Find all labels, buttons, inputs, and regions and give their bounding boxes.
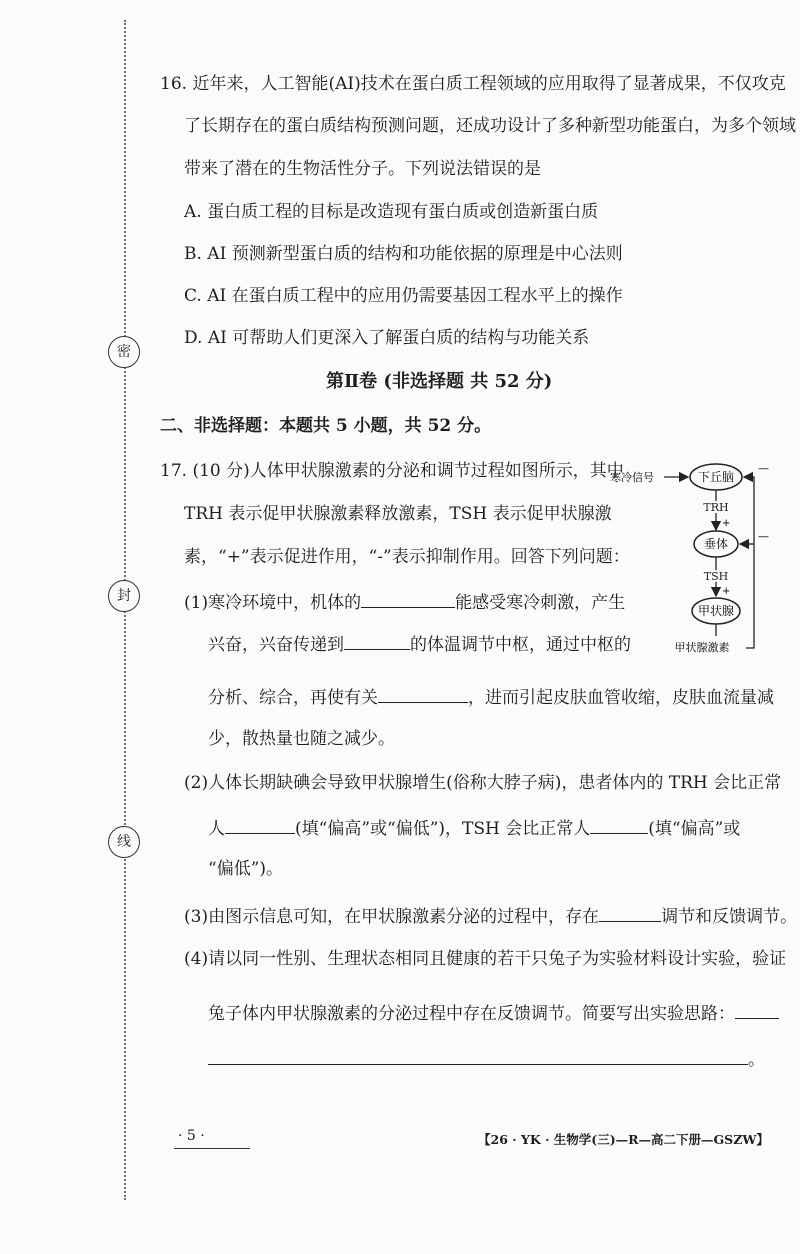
q17-part4-line-1: (4)请以同一性别、生理状态相同且健康的若干只兔子为实验材料设计实验，验证: [184, 949, 787, 969]
q17-part2-text-b: 人: [208, 819, 225, 839]
q17-part1-line-2: [208, 631, 631, 657]
trh-label: TRH: [703, 501, 729, 514]
q16-option-d: D. AI 可帮助人们更深入了解蛋白质的结构与功能关系: [184, 328, 590, 348]
q17-part4-end: 。: [748, 1050, 765, 1070]
q17-intro-3: 素，“+”表示促进作用，“-”表示抑制作用。回答下列问题：: [184, 547, 630, 567]
q16-line-2: 了长期存在的蛋白质结构预测问题，还成功设计了多种新型功能蛋白，为多个领域: [184, 116, 796, 136]
q17-part1-text-f: ，进而引起皮肤血管收缩，皮肤血流量减: [468, 688, 774, 708]
feedback-minus-1: —: [758, 462, 769, 475]
q17-part4-line-3: [208, 1046, 765, 1072]
q17-part1-text-e: 分析、综合，再使有关: [208, 688, 378, 708]
q16-option-c: C. AI 在蛋白质工程中的应用仍需要基因工程水平上的操作: [184, 286, 623, 306]
thyroid-regulation-diagram: [606, 456, 769, 666]
answer-blank-trh[interactable]: [225, 815, 295, 834]
q17-part1-text-d: 的体温调节中枢，通过中枢的: [410, 635, 631, 655]
q17-part2-line-1: (2)人体长期缺碘会导致甲状腺增生(俗称大脖子病)，患者体内的 TRH 会比正常: [184, 773, 782, 793]
q17-part1-line-3: [208, 684, 774, 710]
section-heading: 二、非选择题：本题共 5 小题，共 52 分。: [160, 416, 492, 436]
answer-blank-regulation[interactable]: [599, 903, 661, 922]
hormone-label: 甲状腺激素: [674, 641, 730, 654]
q17-part3-text-a: (3)由图示信息可知，在甲状腺激素分泌的过程中，存在: [184, 907, 600, 927]
answer-blank-tsh[interactable]: [590, 815, 648, 834]
answer-blank-center[interactable]: [344, 631, 410, 650]
q17-part1-text-a: (1)寒冷环境中，机体的: [184, 593, 362, 613]
trh-plus-label: +: [722, 518, 731, 529]
answer-blank-design-start[interactable]: [735, 1000, 779, 1019]
answer-blank-receptor[interactable]: [361, 589, 455, 608]
q17-part4-text-b: 兔子体内甲状腺激素的分泌过程中存在反馈调节。简要写出实验思路：: [208, 1004, 735, 1024]
tsh-label: TSH: [703, 570, 729, 583]
seal-mark-xian: 线: [108, 826, 140, 858]
thyroid-label: 甲状腺: [697, 604, 735, 618]
q17-part2-text-c: (填“偏高”或“偏低”)，TSH 会比正常人: [295, 819, 591, 839]
q17-part2-line-3: “偏低”)。: [208, 859, 284, 879]
q17-part1-text-c: 兴奋，兴奋传递到: [208, 635, 344, 655]
q17-part3-text-b: 调节和反馈调节。: [661, 907, 798, 927]
q16-line-3: 带来了潜在的生物活性分子。下列说法错误的是: [184, 159, 541, 179]
q16-line-1: 16. 近年来，人工智能(AI)技术在蛋白质工程领域的应用取得了显著成果，不仅攻克: [160, 74, 786, 94]
feedback-minus-2: —: [758, 530, 769, 543]
q17-part1-line-1: [184, 589, 625, 615]
page-number: · 5 ·: [178, 1128, 205, 1144]
q16-option-b: B. AI 预测新型蛋白质的结构和功能依据的原理是中心法则: [184, 244, 623, 264]
seal-mark-feng: 封: [108, 580, 140, 612]
q17-part2-text-d: (填“偏高”或: [648, 819, 741, 839]
q16-option-a: A. 蛋白质工程的目标是改造现有蛋白质或创造新蛋白质: [184, 202, 599, 222]
diagram-stimulus-label: 寒冷信号: [610, 472, 654, 484]
answer-blank-design-line[interactable]: [208, 1046, 748, 1065]
hypothalamus-label: 下丘脑: [697, 470, 735, 484]
q17-part2-line-2: [208, 815, 740, 841]
q17-part1-line-4: 少，散热量也随之减少。: [208, 729, 395, 749]
footer-code: 【26 · YK · 生物学(三)—R—高二下册—GSZW】: [478, 1132, 769, 1147]
part2-title: 第Ⅱ卷 (非选择题 共 52 分): [326, 371, 553, 392]
q17-part4-line-2: [208, 1000, 779, 1026]
feedback-line-hypothalamus: [744, 477, 754, 648]
answer-blank-effector[interactable]: [378, 684, 468, 703]
q17-intro-2: TRH 表示促甲状腺激素释放激素，TSH 表示促甲状腺激: [184, 504, 612, 524]
page-number-underline: [174, 1148, 250, 1149]
seal-mark-mi: 密: [108, 336, 140, 368]
tsh-plus-label: +: [722, 586, 731, 597]
q17-part1-text-b: 能感受寒冷刺激，产生: [455, 593, 626, 613]
q17-part3-line: [184, 903, 797, 929]
q17-intro-1: 17. (10 分)人体甲状腺激素的分泌和调节过程如图所示，其中: [160, 461, 624, 481]
pituitary-label: 垂体: [703, 537, 729, 551]
